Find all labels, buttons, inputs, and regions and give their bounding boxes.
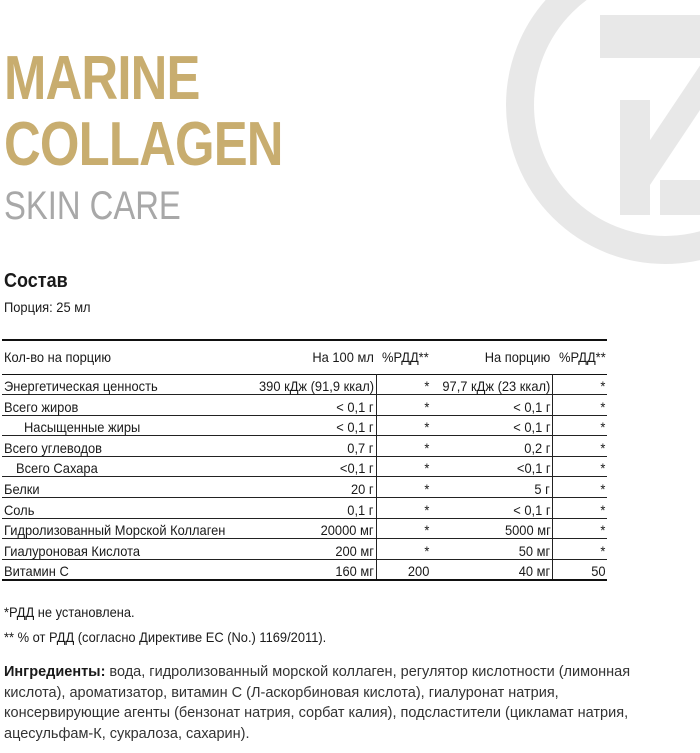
- rdd-per-portion: *: [600, 398, 606, 415]
- nutrient-name: Соль: [4, 501, 35, 518]
- ingredients-text: вода, гидролизованный морской коллаген, регулятор кислотности (лимонная кислота), ароматизатор, витамин С (Л-аскорбиновая кислота), гиалуронат натрия, консервирующие агенты (бензонат натрия, сорбат калия), подсластители (цикламат натрия, ацесульфам-К, сукралоза, сахарин).: [4, 664, 631, 742]
- nutrient-name: Энергетическая ценность: [4, 378, 158, 395]
- value-per-100ml: 200 мг: [247, 539, 377, 560]
- rdd-per-portion: *: [600, 419, 606, 436]
- brand-title: [4, 44, 344, 228]
- rdd-per-portion: *: [600, 542, 606, 559]
- nutrient-name: Гидролизованный Морской Коллаген: [4, 522, 226, 539]
- brand-logo-mark-icon: [500, 0, 700, 270]
- portion-size: Порция: 25 мл: [4, 299, 91, 315]
- table-row: [2, 456, 607, 477]
- header-per-100ml: На 100 мл: [312, 349, 375, 366]
- rdd-per-portion: *: [600, 439, 606, 456]
- table-row: [2, 518, 607, 539]
- value-per-portion: 97,7 кДж (23 ккал): [431, 374, 553, 395]
- value-per-portion: 0,2 г: [431, 436, 553, 457]
- brand-subtitle: SKIN CARE: [4, 184, 181, 228]
- rdd-per-100ml: 200: [407, 562, 429, 579]
- value-per-100ml: 390 кДж (91,9 ккал): [247, 374, 377, 395]
- table-row: [2, 374, 607, 395]
- value-per-portion: 50 мг: [431, 539, 553, 560]
- composition-title: Состав: [4, 270, 68, 292]
- rdd-per-portion: *: [600, 378, 606, 395]
- nutrient-name: Белки: [4, 481, 40, 498]
- brand-line-2: COLLAGEN: [4, 110, 283, 179]
- rdd-per-100ml: *: [423, 419, 429, 436]
- value-per-100ml: 0,1 г: [247, 498, 377, 519]
- value-per-100ml: <0,1 г: [247, 456, 377, 477]
- value-per-100ml: < 0,1 г: [247, 395, 377, 416]
- header-rdd-2: %РДД**: [558, 349, 606, 366]
- value-per-portion: < 0,1 г: [431, 415, 553, 436]
- table-row: [2, 477, 607, 498]
- value-per-portion: < 0,1 г: [431, 395, 553, 416]
- table-row: [2, 415, 607, 436]
- nutrient-name: Всего углеводов: [4, 439, 102, 456]
- rdd-per-100ml: *: [423, 378, 429, 395]
- nutrient-name: Насыщенные жиры: [24, 419, 141, 436]
- value-per-100ml: 20 г: [247, 477, 377, 498]
- header-rdd-1: %РДД**: [382, 349, 429, 366]
- rdd-per-100ml: *: [423, 522, 429, 539]
- header-per-portion: На порцию: [485, 349, 551, 366]
- value-per-100ml: < 0,1 г: [247, 415, 377, 436]
- nutrition-table: [2, 339, 607, 581]
- note-rdd-not-set: *РДД не установлена.: [4, 604, 135, 620]
- value-per-portion: 5 г: [431, 477, 553, 498]
- value-per-portion: < 0,1 г: [431, 498, 553, 519]
- header-amount-per-serving: Кол-во на порцию: [4, 349, 112, 366]
- rdd-per-100ml: *: [423, 398, 429, 415]
- nutrient-name: Витамин С: [4, 562, 69, 579]
- value-per-portion: 40 мг: [431, 559, 553, 580]
- rdd-per-100ml: *: [423, 439, 429, 456]
- ingredients-label: Ингредиенты:: [4, 664, 106, 680]
- rdd-per-100ml: *: [423, 460, 429, 477]
- value-per-portion: 5000 мг: [431, 518, 553, 539]
- brand-line-1: MARINE: [4, 44, 200, 113]
- rdd-per-portion: *: [600, 460, 606, 477]
- table-row: [2, 539, 607, 560]
- table-row: [2, 436, 607, 457]
- value-per-100ml: 20000 мг: [247, 518, 377, 539]
- table-row: [2, 498, 607, 519]
- table-header-row: [2, 340, 607, 374]
- value-per-portion: <0,1 г: [431, 456, 553, 477]
- table-row: [2, 395, 607, 416]
- note-rdd-directive: ** % от РДД (согласно Директиве ЕС (No.) 1169/2011).: [4, 629, 327, 645]
- rdd-per-100ml: *: [423, 542, 429, 559]
- ingredients-block: [4, 662, 654, 744]
- rdd-per-portion: *: [600, 501, 606, 518]
- table-row: [2, 559, 607, 580]
- rdd-per-100ml: *: [423, 481, 429, 498]
- rdd-per-100ml: *: [423, 501, 429, 518]
- rdd-per-portion: *: [600, 481, 606, 498]
- nutrient-name: Гиалуроновая Кислота: [4, 542, 141, 559]
- value-per-100ml: 160 мг: [247, 559, 377, 580]
- nutrient-name: Всего жиров: [4, 398, 79, 415]
- rdd-per-portion: *: [600, 522, 606, 539]
- rdd-per-portion: 50: [591, 562, 606, 579]
- nutrient-name: Всего Сахара: [16, 460, 98, 477]
- value-per-100ml: 0,7 г: [247, 436, 377, 457]
